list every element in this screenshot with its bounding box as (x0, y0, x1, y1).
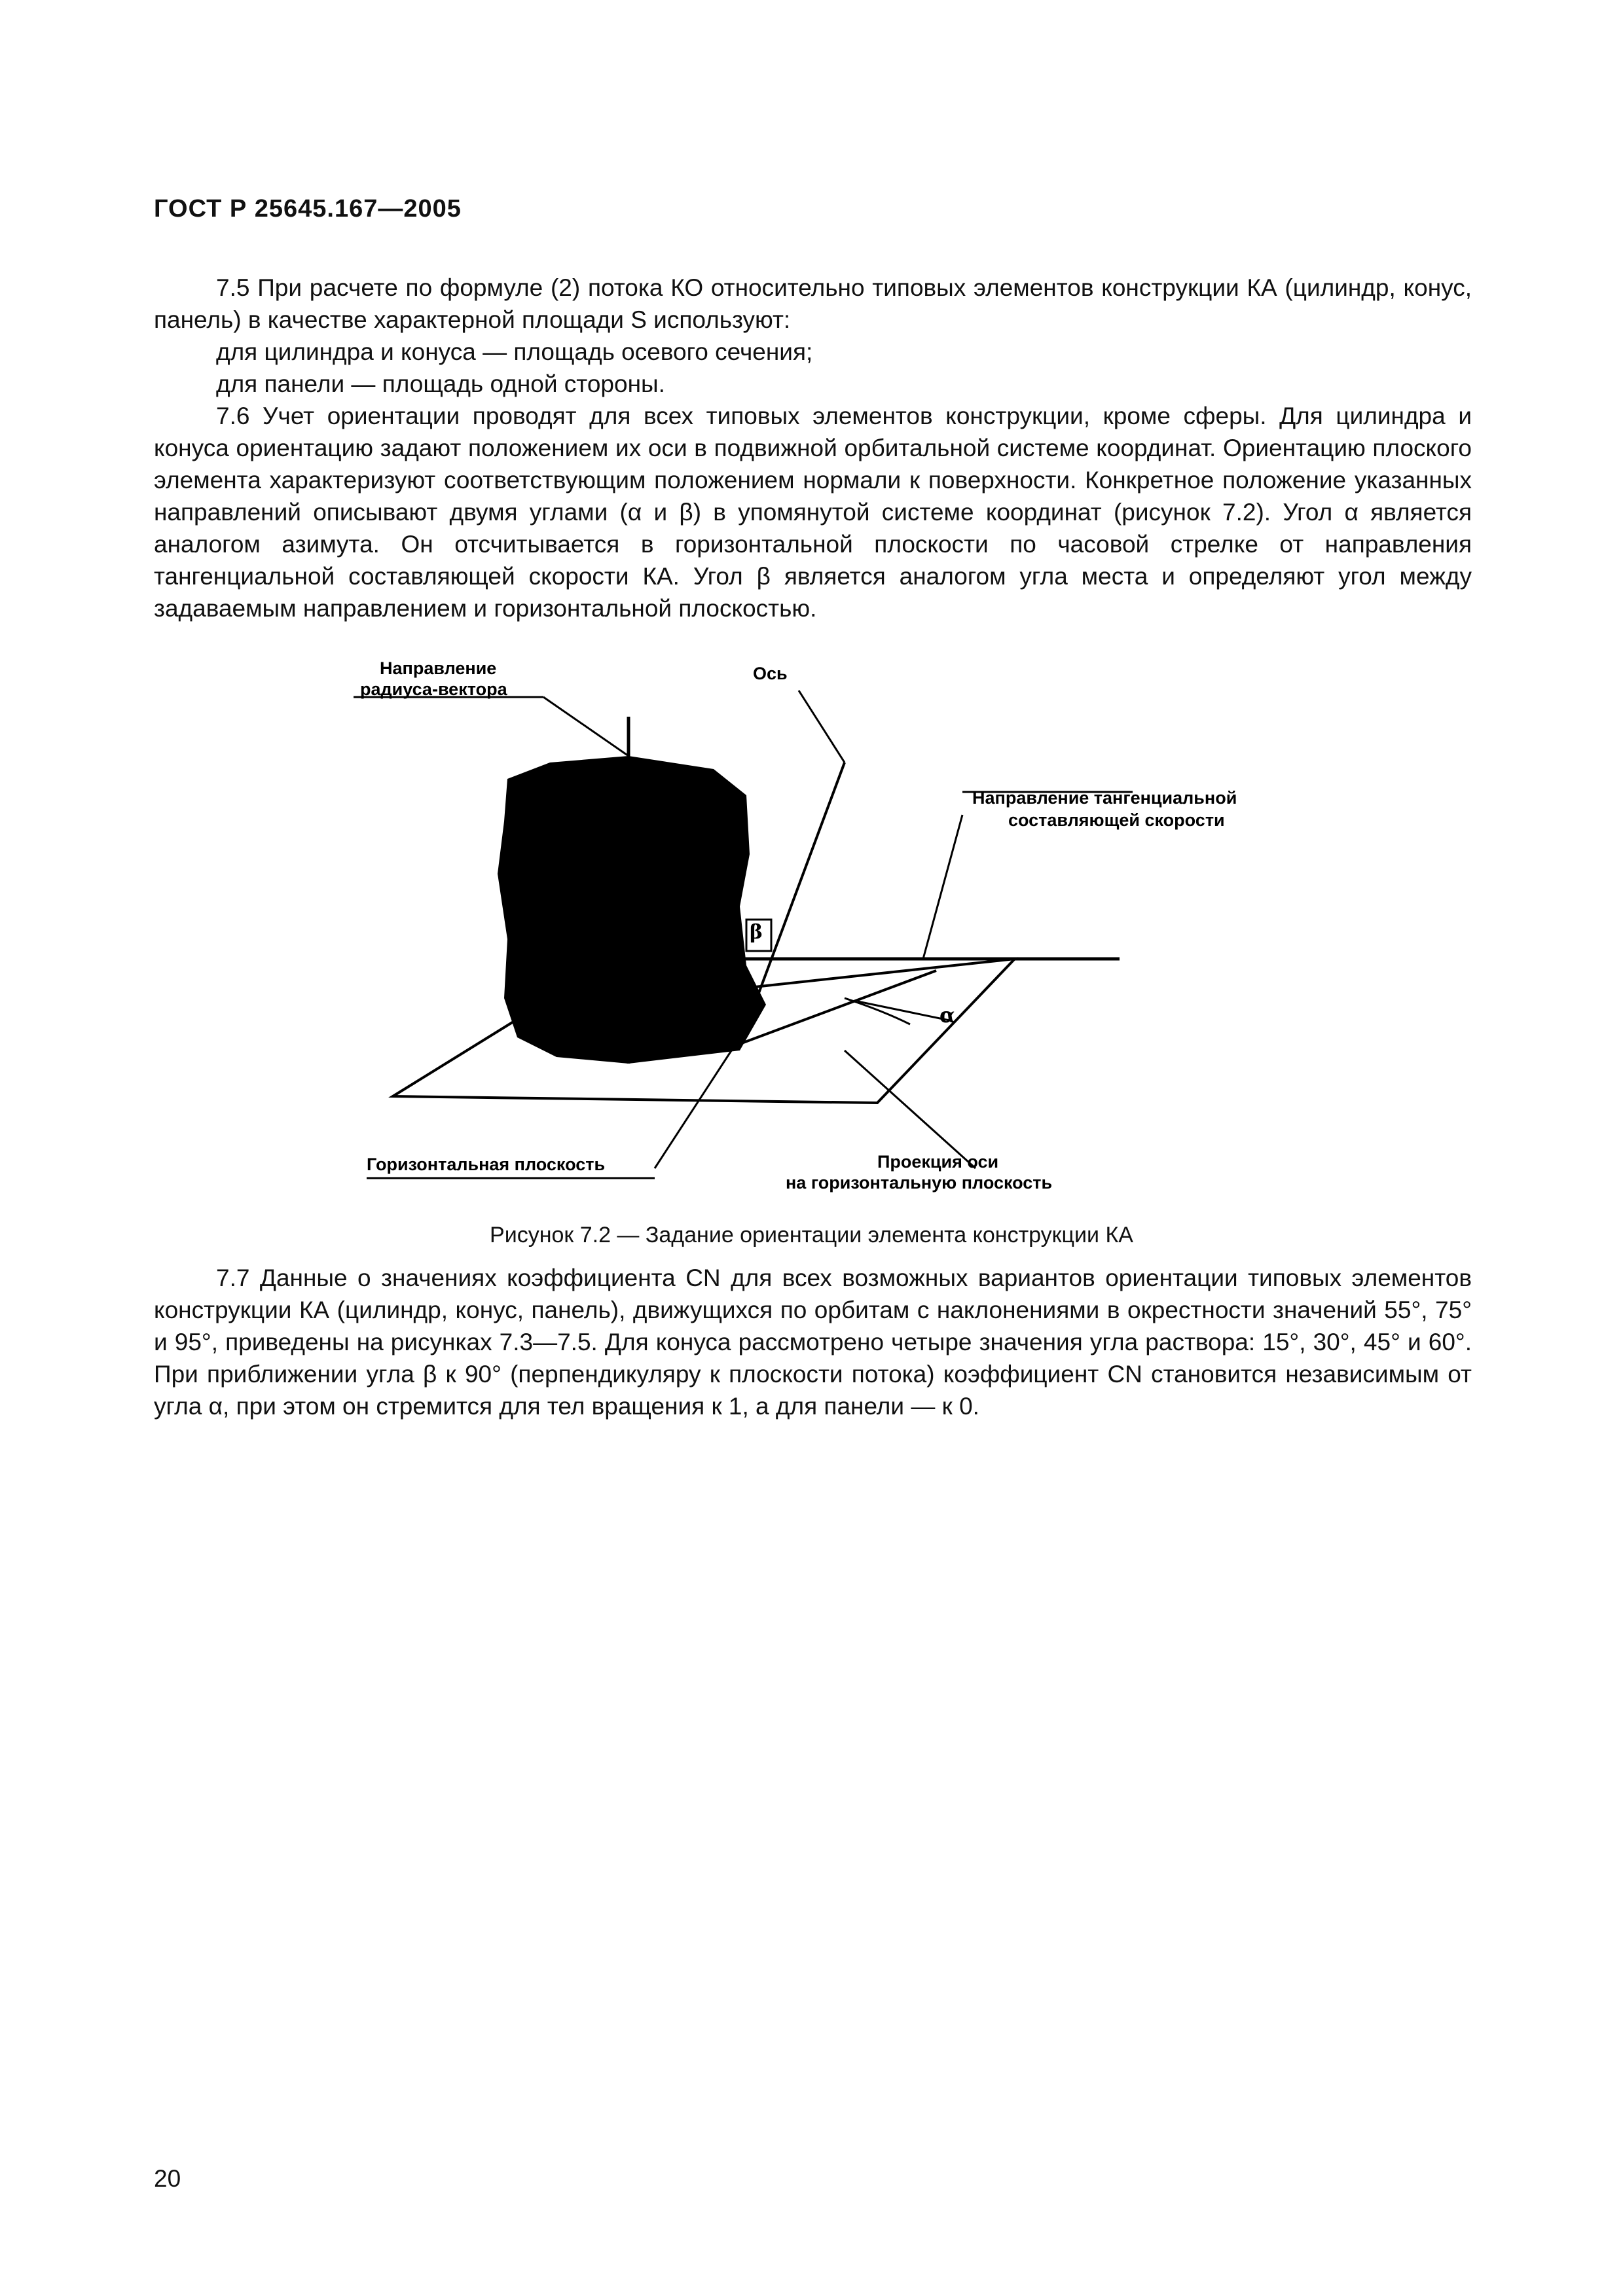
paragraph-7-5-cylinder-cone: для цилиндра и конуса — площадь осевого сечения; (216, 338, 813, 365)
paragraph-7-7: 7.7 Данные о значениях коэффициента CN для всех возможных вариантов ориентации типовых элементов конструкции КА (цилиндр, конус, панель), движущихся по орбитам с наклонениями в окрестности значений 55°, 75° и 95°, приведены на рисунках 7.3—7.5. Для конуса рассмотрено четыре значения угла раствора: 15°, 30°, 45° и 60°. При приближении угла β к 90° (перпендикуляру к плоскости потока) коэффициент CN становится независимым от угла α, при этом он стремится для тел вращения к 1, а для панели — к 0. (154, 1265, 1472, 1420)
figure-caption: Рисунок 7.2 — Задание ориентации элемента конструкции КА (490, 1223, 1133, 1247)
paragraph-7-6: 7.6 Учет ориентации проводят для всех типовых элементов конструкции, кроме сферы. Для цилиндра и конуса ориентацию задают положением их оси в подвижной орбитальной системе координат. Ориентацию плоского элемента характеризуют соответствующим положением нормали к поверхности. Конкретное положение указанных направлений описывают двумя углами (α и β) в упомянутой системе координат (рисунок 7.2). Угол α является аналогом азимута. Он отсчитывается в горизонтальной плоскости по часовой стрелке от направления тангенциальной составляющей скорости КА. Угол β является аналогом угла места и определяют угол между задаваемым направлением и горизонтальной плоскостью. (154, 403, 1472, 622)
body-text-upper (154, 272, 1472, 624)
label-projection-line2: на горизонтальную плоскость (786, 1173, 1053, 1193)
paragraph-7-5-panel: для панели — площадь одной стороны. (216, 370, 665, 397)
label-tangent-line2: составляющей скорости (1008, 810, 1225, 830)
label-horizontal-plane: Горизонтальная плоскость (367, 1155, 606, 1174)
leader-tangent (923, 815, 962, 959)
figure-7-2 (347, 658, 1329, 1201)
leader-radius (543, 697, 629, 756)
label-radius-vector-line1: Направление (380, 658, 497, 678)
axis-projection-line (740, 971, 936, 1044)
label-radius-vector-line2: радиуса-вектора (360, 679, 507, 699)
leader-axis (799, 691, 845, 762)
leader-alpha (858, 1001, 953, 1021)
alpha-angle-arc (845, 998, 910, 1024)
label-projection-line1: Проекция оси (877, 1152, 999, 1172)
document-header: ГОСТ Р 25645.167—2005 (154, 195, 462, 223)
beta-symbol: β (750, 921, 763, 944)
label-axis: Ось (753, 664, 788, 683)
body-text-lower (154, 1262, 1472, 1422)
spacecraft-element-body (498, 756, 766, 1064)
orientation-diagram (347, 658, 1329, 1201)
alpha-symbol: α (939, 1003, 956, 1028)
label-tangent-line1: Направление тангенциальной (972, 788, 1237, 808)
page-number: 20 (154, 2165, 181, 2192)
paragraph-7-5: 7.5 При расчете по формуле (2) потока КО относительно типовых элементов конструкции КА (цилиндр, конус, панель) в качестве характерной площади S используют: (154, 274, 1472, 333)
